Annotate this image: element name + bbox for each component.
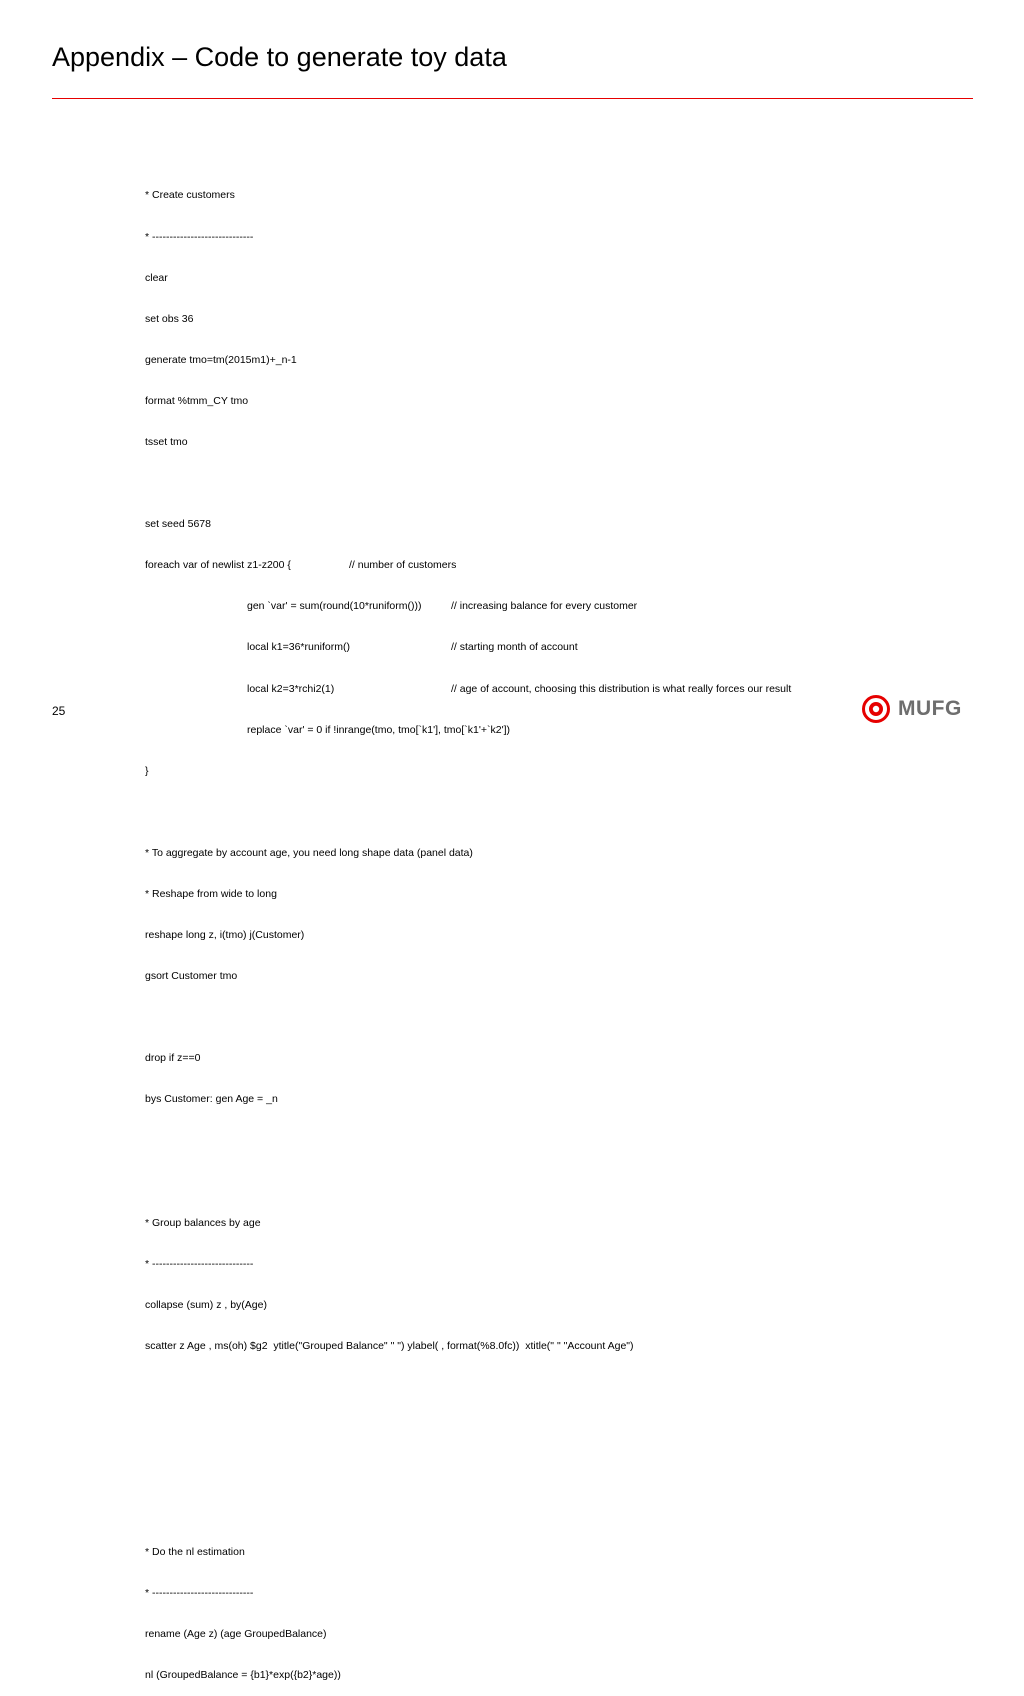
- code-line: [145, 1052, 925, 1066]
- code-text: set obs 36: [145, 312, 194, 325]
- code-text: format %tmm_CY tmo: [145, 394, 249, 407]
- code-line: [145, 1258, 925, 1272]
- mufg-logo: [862, 695, 962, 723]
- code-text: }: [145, 764, 149, 777]
- blank-line: [145, 1463, 925, 1477]
- code-comment: // starting month of account: [451, 641, 578, 654]
- code-line: [145, 1299, 925, 1313]
- mufg-logo-icon: [862, 695, 890, 723]
- code-comment: // age of account, choosing this distribution is what really forces our result: [451, 682, 792, 695]
- code-block: [145, 162, 925, 1696]
- code-text: local k2=3*rchi2(1): [247, 682, 335, 695]
- code-text: nl (GroupedBalance = {b1}*exp({b2}*age)): [145, 1668, 341, 1681]
- slide-title: Appendix – Code to generate toy data: [52, 42, 507, 72]
- code-line: [145, 1669, 925, 1683]
- code-line: [145, 436, 925, 450]
- code-text: * -----------------------------: [145, 230, 254, 243]
- code-text: * Do the nl estimation: [145, 1545, 245, 1558]
- logo-text: MUFG: [898, 697, 962, 720]
- code-line: [145, 888, 925, 902]
- code-text: collapse (sum) z , by(Age): [145, 1298, 267, 1311]
- code-text: gsort Customer tmo: [145, 970, 238, 983]
- code-line: [145, 1340, 925, 1354]
- page-number: 25: [52, 704, 66, 718]
- code-text: gen `var' = sum(round(10*runiform())): [247, 600, 422, 613]
- code-text: foreach var of newlist z1-z200 {: [145, 559, 291, 572]
- code-text: tsset tmo: [145, 435, 188, 448]
- code-line: [145, 1217, 925, 1231]
- blank-line: [145, 1422, 925, 1436]
- code-line: [145, 970, 925, 984]
- code-text: * Group balances by age: [145, 1216, 261, 1229]
- code-text: drop if z==0: [145, 1052, 201, 1065]
- code-line: [145, 354, 925, 368]
- blank-line: [145, 806, 925, 820]
- code-line: [145, 518, 925, 532]
- code-comment: // number of customers: [349, 559, 457, 572]
- code-line: [145, 641, 925, 655]
- code-text: * Create customers: [145, 189, 235, 202]
- code-comment: // increasing balance for every customer: [451, 600, 638, 613]
- code-text: * -----------------------------: [145, 1586, 254, 1599]
- code-line: [145, 313, 925, 327]
- code-line: [145, 724, 925, 738]
- code-line: [145, 272, 925, 286]
- code-line: [145, 231, 925, 245]
- code-line: [145, 1587, 925, 1601]
- code-text: scatter z Age , ms(oh) $g2 ytitle("Grouped Balance" " ") ylabel( , format(%8.0fc)) xtitle(" " "Account Age"): [145, 1340, 634, 1353]
- code-line: [145, 1093, 925, 1107]
- code-line: [145, 395, 925, 409]
- code-text: local k1=36*runiform(): [247, 641, 351, 654]
- blank-line: [145, 477, 925, 491]
- blank-line: [145, 1504, 925, 1518]
- code-line: [145, 683, 925, 697]
- title-divider: [52, 98, 973, 99]
- code-line: [145, 189, 925, 203]
- code-text: bys Customer: gen Age = _n: [145, 1093, 278, 1106]
- code-line: [145, 929, 925, 943]
- blank-line: [145, 1135, 925, 1149]
- blank-line: [145, 1381, 925, 1395]
- code-line: [145, 1546, 925, 1560]
- code-line: [145, 559, 925, 573]
- code-text: set seed 5678: [145, 518, 211, 531]
- code-text: * To aggregate by account age, you need long shape data (panel data): [145, 846, 473, 859]
- code-line: [145, 1628, 925, 1642]
- blank-line: [145, 1011, 925, 1025]
- code-text: generate tmo=tm(2015m1)+_n-1: [145, 353, 297, 366]
- code-line: [145, 765, 925, 779]
- code-text: rename (Age z) (age GroupedBalance): [145, 1627, 327, 1640]
- code-line: [145, 600, 925, 614]
- code-text: clear: [145, 271, 168, 284]
- code-text: * Reshape from wide to long: [145, 888, 277, 900]
- code-text: replace `var' = 0 if !inrange(tmo, tmo[`k1'], tmo[`k1'+`k2']): [247, 723, 511, 736]
- code-line: [145, 847, 925, 861]
- code-text: reshape long z, i(tmo) j(Customer): [145, 929, 305, 942]
- code-text: * -----------------------------: [145, 1257, 254, 1270]
- blank-line: [145, 1176, 925, 1190]
